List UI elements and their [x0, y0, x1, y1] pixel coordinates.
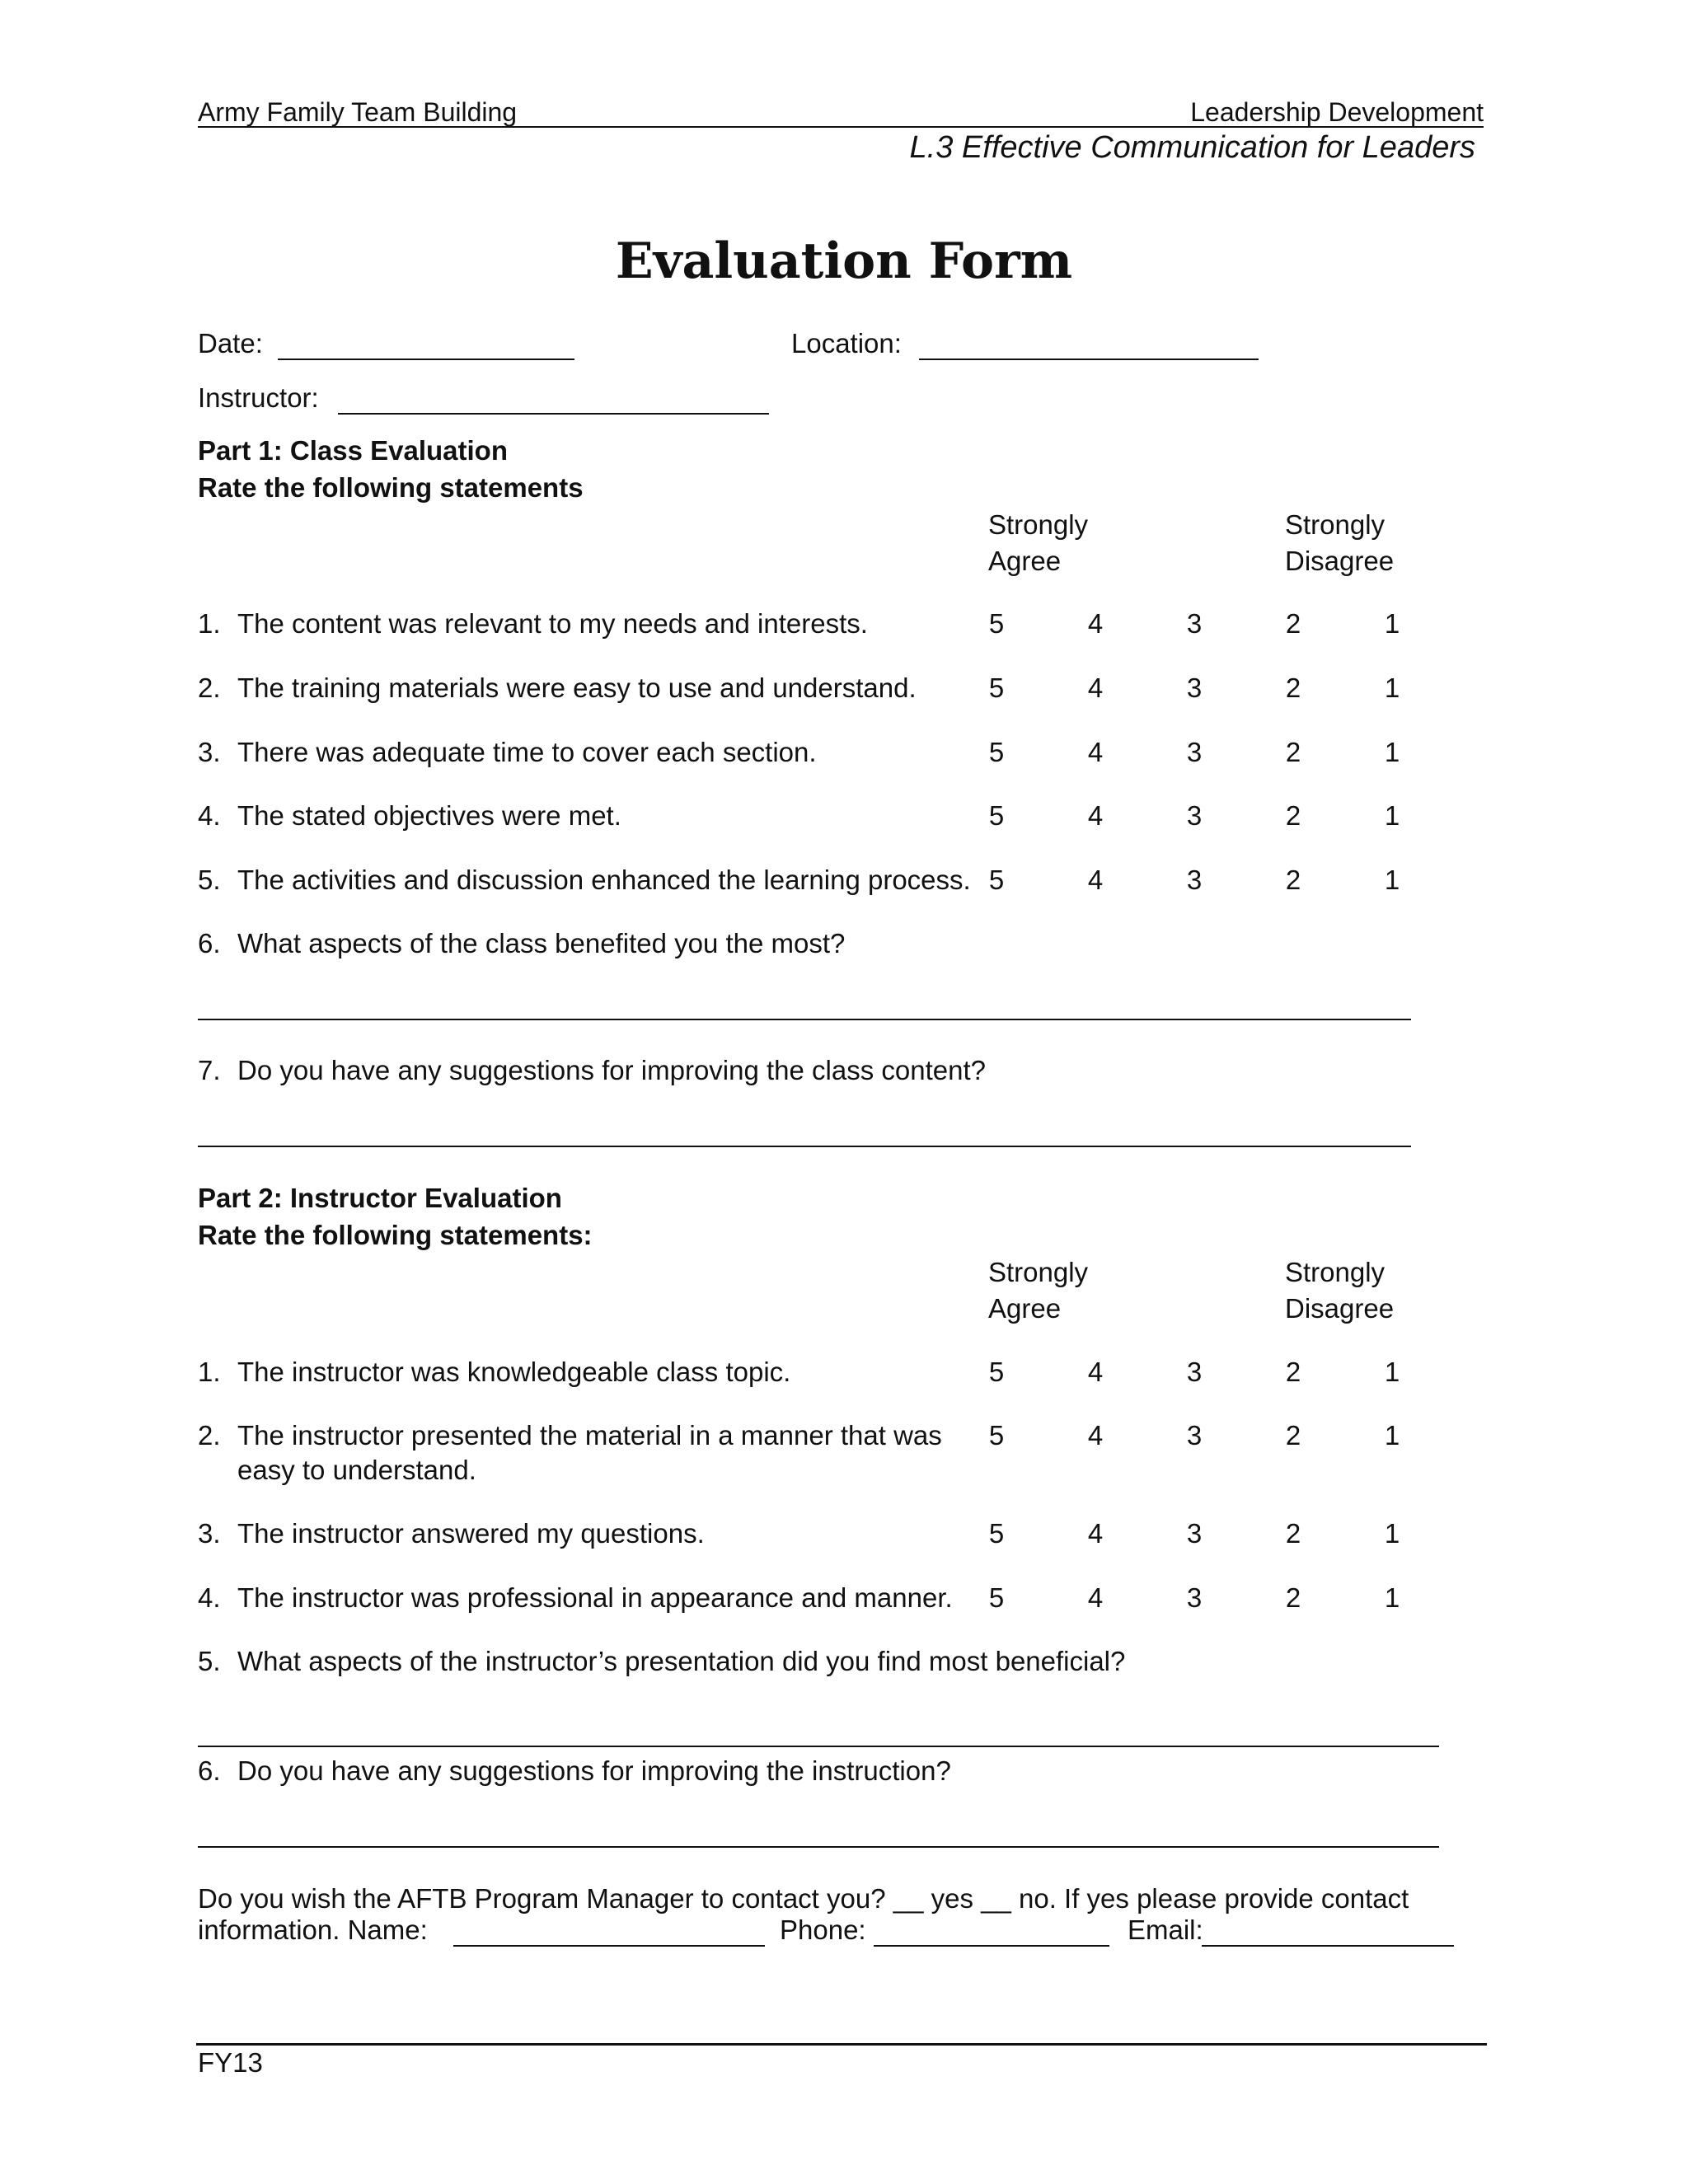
rating-1[interactable]: 1 — [1384, 800, 1400, 831]
contact-phone-label: Phone: — [780, 1915, 866, 1945]
part1-q6-text: What aspects of the class benefited you the most? — [237, 928, 846, 958]
contact-email-label: Email: — [1128, 1915, 1203, 1945]
rating-4[interactable]: 4 — [1087, 673, 1104, 703]
rating-3[interactable]: 3 — [1186, 737, 1203, 767]
footer-text: FY13 — [198, 2047, 263, 2078]
rating-4[interactable]: 4 — [1087, 1518, 1104, 1549]
rating-5[interactable]: 5 — [988, 1357, 1005, 1387]
rating-3[interactable]: 3 — [1186, 1420, 1203, 1451]
rating-5[interactable]: 5 — [988, 1582, 1005, 1613]
rating-1[interactable]: 1 — [1384, 737, 1400, 767]
item-statement: The stated objectives were met. — [237, 800, 621, 831]
part1-instruction: Rate the following statements — [198, 472, 584, 503]
date-label: Date: — [198, 328, 263, 359]
rating-3[interactable]: 3 — [1186, 673, 1203, 703]
item-number: 2. — [198, 673, 221, 703]
rating-1[interactable]: 1 — [1384, 1357, 1400, 1387]
scale-agree-2: Agree — [988, 1293, 1062, 1324]
rating-2[interactable]: 2 — [1285, 1420, 1301, 1451]
contact-phone-field[interactable] — [874, 1945, 1109, 1947]
part2-q6-number: 6. — [198, 1755, 221, 1786]
item-statement: The activities and discussion enhanced the learning process. — [237, 865, 971, 895]
rating-3[interactable]: 3 — [1186, 1518, 1203, 1549]
scale-disagree-2: Disagree — [1285, 1293, 1395, 1324]
scale-disagree-2: Disagree — [1285, 546, 1395, 576]
rating-5[interactable]: 5 — [988, 1420, 1005, 1451]
part2-q5-answer-line[interactable] — [198, 1746, 1439, 1747]
scale-agree-1: Strongly — [988, 509, 1089, 540]
part1-q7-number: 7. — [198, 1055, 221, 1085]
scale-disagree-1: Strongly — [1285, 1257, 1386, 1287]
contact-question: Do you wish the AFTB Program Manager to contact you? __ yes __ no. If yes please provide contact — [198, 1883, 1409, 1914]
header-rule — [198, 126, 1484, 128]
rating-3[interactable]: 3 — [1186, 800, 1203, 831]
part1-q6-answer-line[interactable] — [198, 1019, 1411, 1020]
rating-3[interactable]: 3 — [1186, 1357, 1203, 1387]
location-label: Location: — [791, 328, 902, 359]
rating-2[interactable]: 2 — [1285, 737, 1301, 767]
rating-3[interactable]: 3 — [1186, 865, 1203, 895]
item-statement: The instructor presented the material in a manner that was — [237, 1420, 942, 1451]
scale-disagree-1: Strongly — [1285, 509, 1386, 540]
instructor-field[interactable] — [338, 413, 769, 415]
part1-q7-text: Do you have any suggestions for improving the class content? — [237, 1055, 987, 1085]
rating-4[interactable]: 4 — [1087, 608, 1104, 639]
rating-2[interactable]: 2 — [1285, 1518, 1301, 1549]
item-number: 2. — [198, 1420, 221, 1451]
contact-email-field[interactable] — [1202, 1945, 1454, 1947]
contact-name-label: information. Name: — [198, 1915, 428, 1945]
rating-5[interactable]: 5 — [988, 1518, 1005, 1549]
instructor-label: Instructor: — [198, 382, 319, 413]
rating-2[interactable]: 2 — [1285, 800, 1301, 831]
item-number: 4. — [198, 800, 221, 831]
item-statement-continued: easy to understand. — [237, 1455, 476, 1485]
rating-2[interactable]: 2 — [1285, 1582, 1301, 1613]
scale-agree-2: Agree — [988, 546, 1062, 576]
item-number: 4. — [198, 1582, 221, 1613]
rating-1[interactable]: 1 — [1384, 608, 1400, 639]
item-number: 3. — [198, 737, 221, 767]
header-subtitle: L.3 Effective Communication for Leaders — [909, 130, 1475, 165]
item-statement: The training materials were easy to use and understand. — [237, 673, 917, 703]
part1-q6-number: 6. — [198, 928, 221, 958]
part1-heading: Part 1: Class Evaluation — [198, 435, 508, 466]
part2-q6-answer-line[interactable] — [198, 1846, 1439, 1848]
rating-5[interactable]: 5 — [988, 737, 1005, 767]
part2-instruction: Rate the following statements: — [198, 1220, 593, 1250]
contact-name-field[interactable] — [453, 1945, 765, 1947]
rating-3[interactable]: 3 — [1186, 608, 1203, 639]
item-number: 1. — [198, 608, 221, 639]
item-statement: The content was relevant to my needs and interests. — [237, 608, 868, 639]
rating-1[interactable]: 1 — [1384, 1582, 1400, 1613]
rating-1[interactable]: 1 — [1384, 673, 1400, 703]
part2-q6-text: Do you have any suggestions for improving the instruction? — [237, 1755, 951, 1786]
header-left: Army Family Team Building — [198, 97, 518, 127]
date-field[interactable] — [278, 359, 574, 360]
item-number: 5. — [198, 865, 221, 895]
header-right: Leadership Development — [1190, 97, 1484, 127]
part2-q5-text: What aspects of the instructor’s presentation did you find most beneficial? — [237, 1646, 1126, 1676]
rating-4[interactable]: 4 — [1087, 737, 1104, 767]
rating-4[interactable]: 4 — [1087, 1582, 1104, 1613]
part2-q5-number: 5. — [198, 1646, 221, 1676]
item-statement: There was adequate time to cover each section. — [237, 737, 817, 767]
scale-agree-1: Strongly — [988, 1257, 1089, 1287]
rating-1[interactable]: 1 — [1384, 1420, 1400, 1451]
item-statement: The instructor was professional in appearance and manner. — [237, 1582, 953, 1613]
rating-2[interactable]: 2 — [1285, 608, 1301, 639]
rating-2[interactable]: 2 — [1285, 1357, 1301, 1387]
rating-5[interactable]: 5 — [988, 608, 1005, 639]
item-statement: The instructor answered my questions. — [237, 1518, 705, 1549]
rating-5[interactable]: 5 — [988, 800, 1005, 831]
rating-4[interactable]: 4 — [1087, 800, 1104, 831]
location-field[interactable] — [919, 359, 1259, 360]
rating-4[interactable]: 4 — [1087, 1420, 1104, 1451]
rating-1[interactable]: 1 — [1384, 1518, 1400, 1549]
item-number: 3. — [198, 1518, 221, 1549]
rating-2[interactable]: 2 — [1285, 673, 1301, 703]
rating-1[interactable]: 1 — [1384, 865, 1400, 895]
rating-3[interactable]: 3 — [1186, 1582, 1203, 1613]
part2-heading: Part 2: Instructor Evaluation — [198, 1183, 562, 1213]
footer-rule — [196, 2043, 1487, 2046]
rating-4[interactable]: 4 — [1087, 865, 1104, 895]
rating-5[interactable]: 5 — [988, 865, 1005, 895]
part1-q7-answer-line[interactable] — [198, 1146, 1411, 1147]
rating-5[interactable]: 5 — [988, 673, 1005, 703]
rating-4[interactable]: 4 — [1087, 1357, 1104, 1387]
item-number: 1. — [198, 1357, 221, 1387]
page-title: Evaluation Form — [615, 232, 1073, 290]
rating-2[interactable]: 2 — [1285, 865, 1301, 895]
item-statement: The instructor was knowledgeable class topic. — [237, 1357, 791, 1387]
